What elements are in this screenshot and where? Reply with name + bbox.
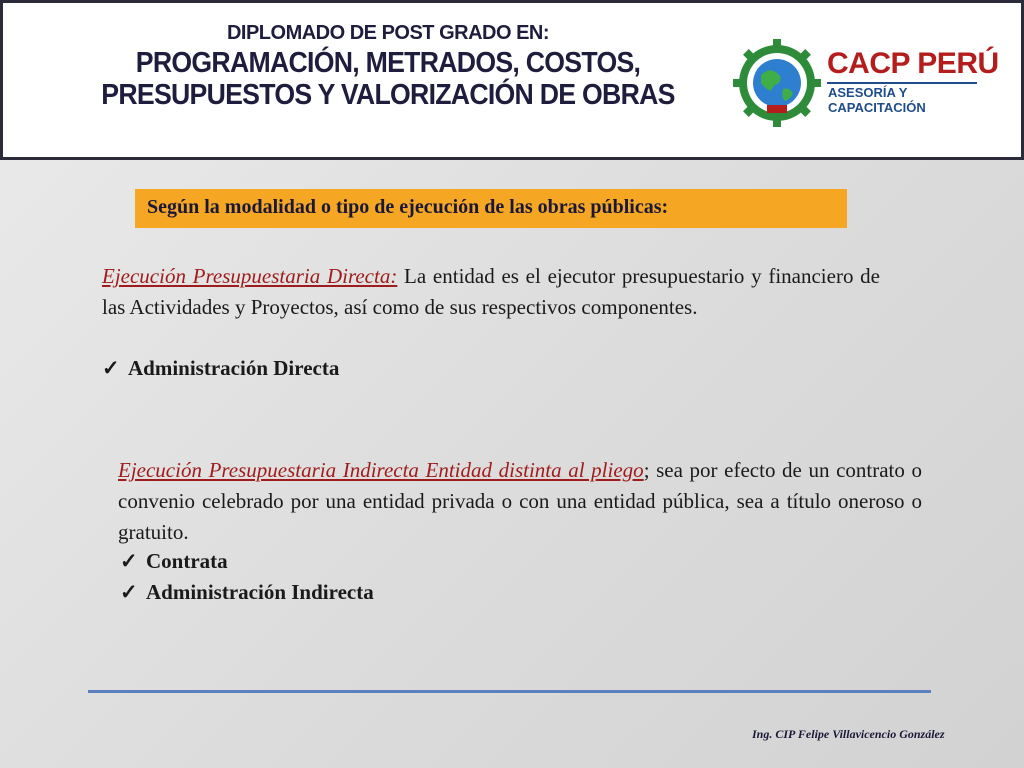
- check-item: [120, 580, 374, 605]
- course-title-line-1: DIPLOMADO DE POST GRADO EN:: [226, 22, 550, 44]
- logo-tagline: ASESORÍA Y CAPACITACIÓN: [828, 85, 926, 115]
- logo-brand-name: CACP PERÚ: [827, 47, 999, 80]
- course-title: [73, 23, 703, 110]
- header-box: [0, 0, 1024, 160]
- check-label: Administración Indirecta: [146, 580, 374, 604]
- paragraph-direct: [102, 261, 880, 323]
- footer-divider: [88, 690, 931, 693]
- check-label: Contrata: [146, 549, 228, 573]
- check-label: Administración Directa: [128, 356, 340, 380]
- globe-gear-icon: [731, 37, 823, 129]
- check-mark-icon: ✓: [120, 549, 138, 573]
- body-direct: La entidad es el ejecutor presupuestario y financiero de las Actividades y Proyectos, así como de sus respectivos componentes.: [102, 264, 880, 319]
- course-title-line-2: PROGRAMACIÓN, METRADOS, COSTOS,: [135, 47, 641, 79]
- check-mark-icon: ✓: [120, 580, 138, 604]
- check-mark-icon: ✓: [102, 356, 120, 380]
- section-banner: Según la modalidad o tipo de ejecución de las obras públicas:: [135, 189, 847, 228]
- check-item: [102, 356, 339, 381]
- paragraph-indirect: [118, 455, 922, 548]
- check-item: [120, 549, 228, 574]
- logo-divider: [827, 82, 977, 84]
- footer-author: Ing. CIP Felipe Villavicencio González: [752, 727, 945, 741]
- body-indirect: ; sea por efecto de un contrato o convenio celebrado por una entidad privada o con una entidad pública, sea a título oneroso o gratuito.: [118, 458, 922, 544]
- term-direct: Ejecución Presupuestaria Directa:: [102, 264, 398, 288]
- course-title-line-3: PRESUPUESTOS Y VALORIZACIÓN DE OBRAS: [101, 79, 675, 111]
- term-indirect: Ejecución Presupuestaria Indirecta Entidad distinta al pliego: [118, 458, 644, 482]
- cacp-logo: [731, 33, 1001, 133]
